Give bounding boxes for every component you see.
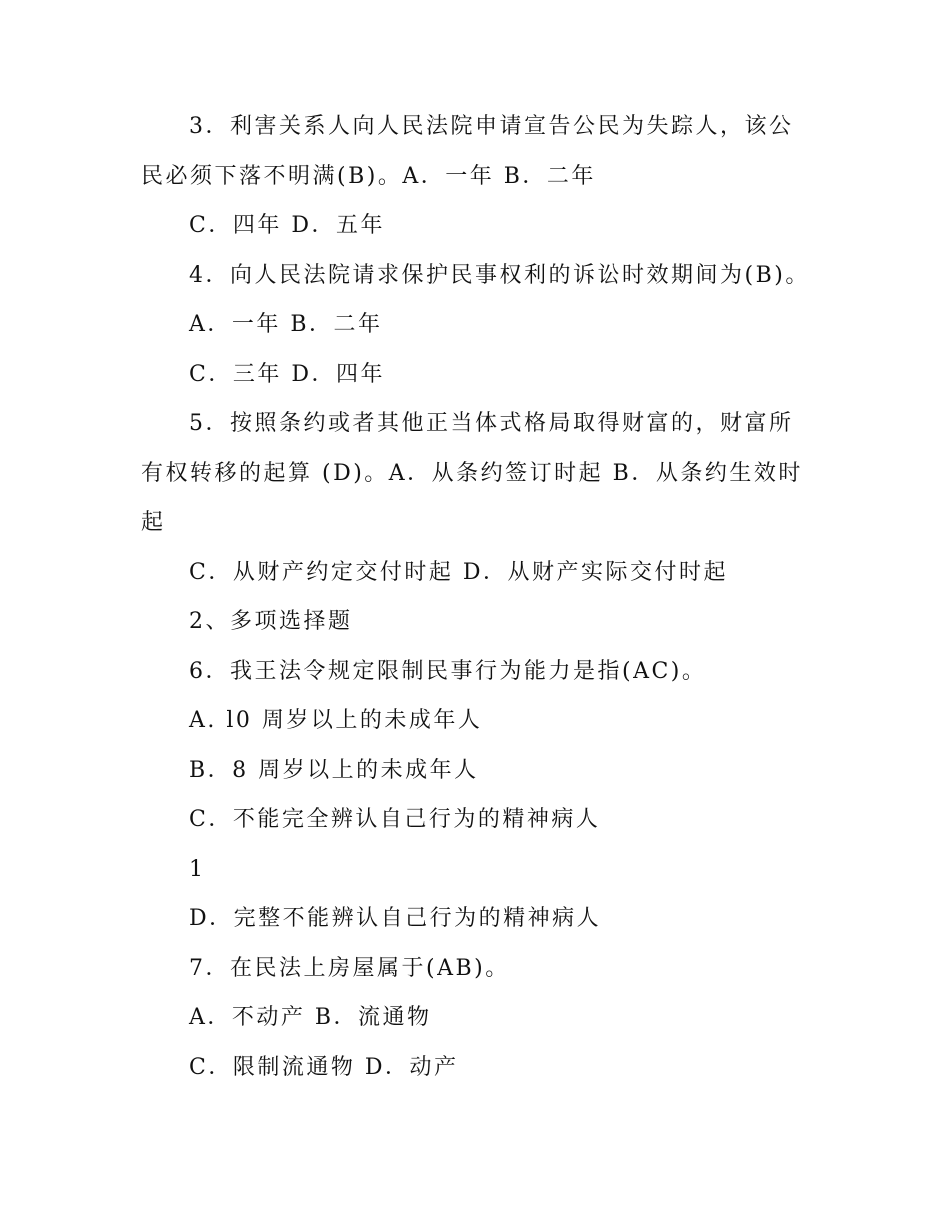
- question-6-option-c: C．不能完全辨认自己行为的精神病人: [189, 807, 601, 832]
- question-7-stem: 7．在民法上房屋属于(AB)。: [189, 955, 510, 981]
- question-4-options-cd: C．三年 D．四年: [189, 361, 385, 387]
- page-number: 1: [189, 856, 203, 882]
- question-3-line-2: 民必须下落不明满(B)。A．一年 B．二年: [141, 163, 596, 189]
- question-6-option-d: D．完整不能辨认自己行为的精神病人: [189, 906, 602, 931]
- question-3-line-1: 3．利害关系人向人民法院申请宣告公民为失踪人，该公: [189, 114, 794, 139]
- question-5-line-2: 有权转移的起算 (D)。A．从条约签订时起 B．从条约生效时: [141, 460, 803, 486]
- question-6-option-a: A. l0 周岁以上的未成年人: [189, 708, 483, 733]
- question-6-stem: 6．我王法令规定限制民事行为能力是指(AC)。: [189, 658, 707, 684]
- section-heading: 2、多项选择题: [189, 609, 353, 634]
- question-4-options-ab: A．一年 B．二年: [189, 312, 383, 337]
- question-3-options: C．四年 D．五年: [189, 213, 385, 238]
- question-5-options-cd: C．从财产约定交付时起 D．从财产实际交付时起: [189, 559, 728, 585]
- question-7-options-cd: C．限制流通物 D．动产: [189, 1054, 459, 1080]
- question-7-options-ab: A．不动产 B．流通物: [189, 1005, 432, 1030]
- question-6-option-b: B．8 周岁以上的未成年人: [189, 757, 479, 783]
- document-body: [141, 102, 811, 1092]
- question-4-stem: 4．向人民法院请求保护民事权利的诉讼时效期间为(B)。: [189, 262, 810, 288]
- question-5-line-3: 起: [141, 510, 166, 535]
- question-5-line-1: 5．按照条约或者其他正当体式格局取得财富的，财富所: [189, 411, 794, 436]
